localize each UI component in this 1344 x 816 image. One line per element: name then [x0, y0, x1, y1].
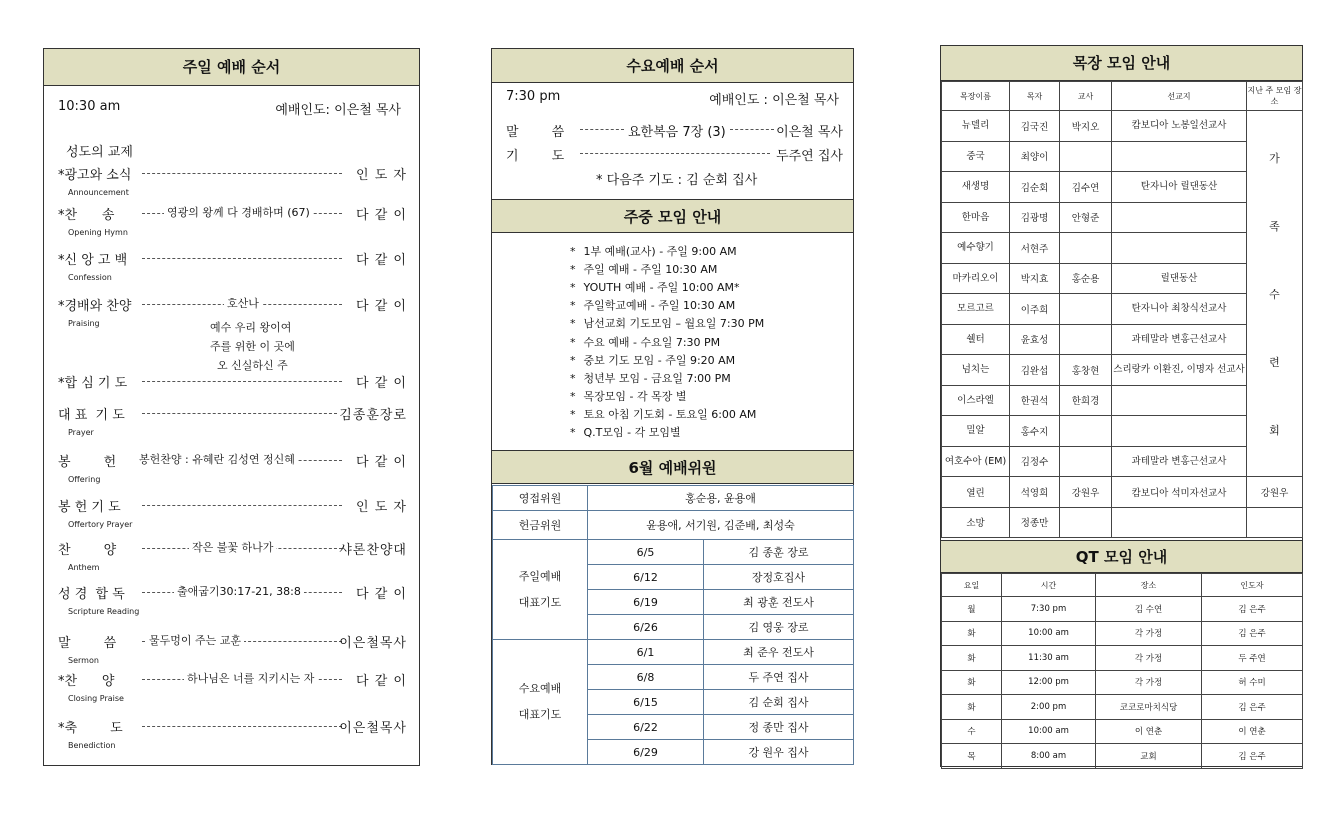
table-cell: 이스라엘 [942, 385, 1010, 416]
duty-date: 6/12 [588, 565, 704, 590]
table-cell: 7:30 pm [1002, 597, 1096, 622]
order-item-detail: 영광의 왕께 다 경배하며 (67) [164, 204, 313, 220]
sunday-service-title: 주일 예배 순서 [44, 49, 419, 86]
cell-groups-table [941, 81, 1303, 538]
table-cell: 10:00 am [1002, 621, 1096, 646]
order-item-person: 다 같 이 [356, 455, 407, 470]
table-cell: 홍순용 [1060, 263, 1112, 294]
weekly-meeting-text: YOUTH 예배 - 주일 10:00 AM* [583, 281, 740, 295]
table-row [942, 111, 1303, 142]
wed-prayer-leader [580, 153, 770, 154]
june-duty-title: 6월 예배위원 [492, 450, 853, 484]
order-item-person: 다 같 이 [356, 299, 407, 314]
sunday-leader: 예배인도: 이은철 목사 [275, 103, 401, 118]
table-cell: 새생명 [942, 172, 1010, 203]
table-cell: 화 [942, 646, 1002, 671]
table-cell: 한권석 [1010, 385, 1060, 416]
wed-prayer-duty-label [493, 640, 588, 765]
order-item-name: 성 경 합 독 [58, 587, 125, 602]
order-item [44, 539, 421, 559]
duty-date: 6/8 [588, 665, 704, 690]
column-header: 선교지 [1112, 82, 1247, 111]
table-cell [1060, 446, 1112, 477]
weekly-meeting-item [570, 388, 686, 404]
meeting-place-cell [1247, 111, 1303, 477]
table-row [942, 646, 1303, 671]
order-item-english: Anthem [68, 563, 100, 572]
table-cell: 윤효성 [1010, 324, 1060, 355]
order-item-detail: 호산나 [224, 295, 262, 311]
table-cell: 김정수 [1010, 446, 1060, 477]
duty-name: 강 원우 집사 [704, 740, 854, 765]
table-cell: 한마음 [942, 202, 1010, 233]
wednesday-service-title: 수요예배 순서 [492, 49, 853, 83]
table-cell: 11:30 am [1002, 646, 1096, 671]
weekly-meeting-item [570, 279, 740, 295]
table-row [942, 477, 1303, 508]
order-item-name: 말 씀 [58, 636, 117, 651]
wed-sermon-leader-1 [580, 129, 624, 130]
middle-panel [491, 48, 854, 765]
bullet-icon: * [570, 263, 576, 277]
dotted-leader [142, 381, 342, 382]
column-header: 교사 [1060, 82, 1112, 111]
table-cell: 과테말라 변홍근선교사 [1112, 446, 1247, 477]
table-cell: 박지효 [1010, 263, 1060, 294]
table-cell: 소망 [942, 507, 1010, 538]
sunday-service-panel [43, 48, 420, 766]
order-item-person: 샤론찬양대 [339, 543, 407, 558]
column-header: 인도자 [1202, 574, 1303, 597]
table-cell: 넘치는 [942, 355, 1010, 386]
table-cell: 석영희 [1010, 477, 1060, 508]
weekly-meeting-text: 남선교회 기도모임 – 월요일 7:30 PM [583, 317, 765, 331]
meeting-place-char: 회 [1269, 423, 1280, 437]
duty-date: 6/22 [588, 715, 704, 740]
greeting-members: 홍순용, 윤용애 [588, 486, 854, 511]
table-cell: 최양이 [1010, 141, 1060, 172]
weekly-meeting-text: 청년부 모임 - 금요일 7:00 PM [583, 371, 731, 385]
order-item-name: *찬 양 [58, 674, 115, 689]
table-cell: 각 가정 [1096, 621, 1202, 646]
bullet-icon: * [570, 371, 576, 385]
table-cell: 8:00 am [1002, 744, 1096, 769]
duty-name: 최 준우 전도사 [704, 640, 854, 665]
meeting-place-char: 련 [1269, 355, 1280, 369]
order-item [44, 583, 421, 603]
order-item-person: 다 같 이 [356, 674, 407, 689]
order-item-name: *경배와 찬양 [58, 299, 132, 314]
bullet-icon: * [570, 426, 576, 439]
table-cell: 캄보디아 노봉일선교사 [1112, 111, 1247, 142]
duty-name: 김 순회 집사 [704, 690, 854, 715]
column-header: 지난 주 모임 장소 [1247, 82, 1303, 111]
order-item [44, 717, 421, 737]
wed-prayer-duty-label-1: 수요예배 [518, 682, 562, 695]
table-row [493, 511, 854, 540]
order-item-person: 다 같 이 [356, 253, 407, 268]
table-cell: 김광명 [1010, 202, 1060, 233]
table-cell [1247, 507, 1303, 538]
table-cell: 화 [942, 621, 1002, 646]
weekly-meeting-text: Q.T모임 - 각 모임별 [583, 426, 681, 439]
order-item [44, 295, 421, 315]
order-item-name: *합 심 기 도 [58, 376, 128, 391]
wed-sermon-leader-2 [730, 129, 774, 130]
table-cell: 릴댄동산 [1112, 263, 1247, 294]
table-cell: 김 수연 [1096, 597, 1202, 622]
dotted-leader [142, 505, 342, 506]
table-cell: 탄자니아 릴댄동산 [1112, 172, 1247, 203]
order-item-person: 인 도 자 [356, 168, 407, 183]
table-cell: 박지오 [1060, 111, 1112, 142]
order-item-english: Scripture Reading [68, 607, 140, 616]
column-header: 요일 [942, 574, 1002, 597]
table-cell: 코코로마치식당 [1096, 695, 1202, 720]
order-item [44, 164, 421, 184]
order-item-name: 찬 양 [58, 543, 117, 558]
table-cell: 수 [942, 719, 1002, 744]
order-item [44, 670, 421, 690]
table-cell: 김국진 [1010, 111, 1060, 142]
order-item-english: Announcement [68, 188, 129, 197]
order-item-name: 대 표 기 도 [58, 408, 125, 423]
wed-prayer-label: 기 도 [506, 149, 565, 164]
weekly-meeting-text: 주일학교예배 - 주일 10:30 AM [583, 299, 736, 313]
weekly-meeting-item [570, 243, 737, 259]
order-item-english: Sermon [68, 656, 99, 665]
table-header-row [942, 574, 1303, 597]
bullet-icon: * [570, 353, 576, 367]
dotted-leader [142, 258, 342, 259]
wed-sermon-preacher: 이은철 목사 [776, 125, 843, 140]
table-cell: 예수향기 [942, 233, 1010, 264]
order-item-person: 인 도 자 [356, 500, 407, 515]
order-item-english: Confession [68, 273, 112, 282]
table-cell: 이 연춘 [1096, 719, 1202, 744]
table-cell: 안형준 [1060, 202, 1112, 233]
order-item-person: 다 같 이 [356, 208, 407, 223]
table-row [942, 507, 1303, 538]
order-item [44, 404, 421, 424]
order-item [44, 372, 421, 392]
dotted-leader [142, 413, 337, 414]
table-cell: 서현주 [1010, 233, 1060, 264]
table-cell: 김 은주 [1202, 695, 1303, 720]
table-cell [1060, 294, 1112, 325]
order-item-english: Opening Hymn [68, 228, 128, 237]
table-row [942, 597, 1303, 622]
table-cell: 김 은주 [1202, 597, 1303, 622]
table-cell: 강원우 [1247, 477, 1303, 508]
bullet-icon: * [570, 299, 576, 313]
table-cell: 여호수아 (EM) [942, 446, 1010, 477]
qt-table [941, 573, 1303, 769]
table-cell: 김수연 [1060, 172, 1112, 203]
dotted-leader [142, 173, 342, 174]
table-row [942, 695, 1303, 720]
table-cell: 밀알 [942, 416, 1010, 447]
order-item-english: Closing Praise [68, 694, 124, 703]
wed-prayer-duty-label-2: 대표기도 [518, 708, 562, 721]
table-cell: 탄자니아 최창식선교사 [1112, 294, 1247, 325]
sunday-prayer-label [493, 540, 588, 640]
wed-prayer-person: 두주연 집사 [776, 149, 843, 164]
cell-groups-title: 목장 모임 안내 [941, 46, 1302, 81]
table-cell: 쉘터 [942, 324, 1010, 355]
order-item-detail: 봉헌찬양 : 유혜란 김성연 정신혜 [136, 451, 298, 467]
table-cell: 목 [942, 744, 1002, 769]
table-row [493, 486, 854, 511]
weekly-meeting-text: 토요 아침 기도회 - 토요일 6:00 AM [583, 407, 757, 421]
table-cell [1112, 141, 1247, 172]
table-cell: 각 가정 [1096, 646, 1202, 671]
table-cell: 정종만 [1010, 507, 1060, 538]
right-panel [940, 45, 1303, 767]
duty-date: 6/29 [588, 740, 704, 765]
order-item-name: 봉 헌 [58, 455, 117, 470]
table-cell: 이주희 [1010, 294, 1060, 325]
sunday-prayer-label-1: 주일예배 [518, 569, 562, 583]
table-cell: 한희경 [1060, 385, 1112, 416]
next-week-prayer: * 다음주 기도 : 김 순회 집사 [596, 173, 758, 188]
weekly-meeting-item [570, 352, 735, 368]
bullet-icon: * [570, 281, 576, 295]
bullet-icon: * [570, 407, 576, 421]
table-cell: 김순회 [1010, 172, 1060, 203]
table-cell [1060, 324, 1112, 355]
praise-song-2: 주를 위한 이 곳에 [210, 340, 295, 353]
table-cell [1112, 507, 1247, 538]
table-cell: 캄보디아 석미자선교사 [1112, 477, 1247, 508]
table-cell: 2:00 pm [1002, 695, 1096, 720]
table-cell: 김 은주 [1202, 621, 1303, 646]
order-item-english: Praising [68, 319, 100, 328]
order-item-english: Benediction [68, 741, 116, 750]
table-row [942, 744, 1303, 769]
duty-name: 최 광훈 전도사 [704, 590, 854, 615]
dotted-leader [142, 726, 342, 727]
weekly-meeting-text: 중보 기도 모임 - 주일 9:20 AM [583, 353, 736, 367]
table-cell: 화 [942, 695, 1002, 720]
weekly-meeting-item [570, 424, 681, 440]
meeting-place-char: 가 [1269, 151, 1280, 165]
order-item-person: 이은철목사 [339, 721, 407, 736]
table-cell: 마카리오이 [942, 263, 1010, 294]
table-cell: 10:00 am [1002, 719, 1096, 744]
bullet-icon: * [570, 335, 576, 349]
duty-name: 김 영웅 장로 [704, 615, 854, 640]
meeting-place-char: 족 [1269, 219, 1280, 233]
duty-name: 두 주연 집사 [704, 665, 854, 690]
table-cell: 홍창현 [1060, 355, 1112, 386]
order-item-person: 이은철목사 [339, 636, 407, 651]
table-cell: 중국 [942, 141, 1010, 172]
order-item-name: *광고와 소식 [58, 168, 132, 183]
table-header-row [942, 82, 1303, 111]
table-row [493, 540, 854, 565]
order-item-detail: 물두멍이 주는 교훈 [146, 632, 244, 648]
wed-sermon-label: 말 씀 [506, 125, 565, 140]
sunday-time: 10:30 am [58, 99, 121, 114]
order-item-english: Prayer [68, 428, 94, 437]
wednesday-leader: 예배인도 : 이은철 목사 [709, 93, 839, 108]
table-cell [1060, 507, 1112, 538]
weekly-meeting-item [570, 370, 731, 386]
column-header: 시간 [1002, 574, 1096, 597]
offering-label: 헌금위원 [493, 511, 588, 540]
table-cell: 두 주연 [1202, 646, 1303, 671]
duty-name: 김 종훈 장로 [704, 540, 854, 565]
duty-date: 6/19 [588, 590, 704, 615]
order-item [44, 204, 421, 224]
table-cell: 12:00 pm [1002, 670, 1096, 695]
greeting-label: 영접위원 [493, 486, 588, 511]
table-cell: 김완섭 [1010, 355, 1060, 386]
order-item-person: 다 같 이 [356, 376, 407, 391]
duty-name: 정 종만 집사 [704, 715, 854, 740]
order-item-name: 봉 헌 기 도 [58, 500, 121, 515]
order-item-person: 다 같 이 [356, 587, 407, 602]
table-cell [1112, 385, 1247, 416]
weekly-meeting-item [570, 261, 717, 277]
table-row [942, 670, 1303, 695]
column-header: 목장이름 [942, 82, 1010, 111]
wed-sermon-text: 요한복음 7장 (3) [628, 125, 726, 140]
table-cell: 이 연춘 [1202, 719, 1303, 744]
weekly-meetings-title: 주중 모임 안내 [492, 199, 853, 233]
table-cell [1112, 202, 1247, 233]
praise-song-1: 예수 우리 왕이여 [210, 321, 292, 334]
table-cell: 홍수지 [1010, 416, 1060, 447]
table-cell [1060, 233, 1112, 264]
weekly-meeting-item [570, 334, 720, 350]
weekly-meeting-item [570, 315, 764, 331]
table-cell: 과테말라 변홍근선교사 [1112, 324, 1247, 355]
order-item-name: *찬 송 [58, 208, 115, 223]
table-cell: 화 [942, 670, 1002, 695]
bullet-icon: * [570, 245, 576, 258]
duty-date: 6/5 [588, 540, 704, 565]
table-cell: 뉴델리 [942, 111, 1010, 142]
table-cell: 허 수미 [1202, 670, 1303, 695]
meeting-place-char: 수 [1269, 287, 1280, 301]
order-item [44, 496, 421, 516]
order-item [44, 451, 421, 471]
table-cell [1060, 141, 1112, 172]
offering-members: 윤용애, 서기원, 김준배, 최성숙 [588, 511, 854, 540]
order-item-english: Offertory Prayer [68, 520, 133, 529]
duty-name: 장정호집사 [704, 565, 854, 590]
table-cell: 월 [942, 597, 1002, 622]
order-item-name: *신 앙 고 백 [58, 253, 128, 268]
duty-date: 6/1 [588, 640, 704, 665]
duty-date: 6/26 [588, 615, 704, 640]
order-item-english: Offering [68, 475, 101, 484]
order-item [44, 249, 421, 269]
table-cell [1112, 416, 1247, 447]
table-cell: 강원우 [1060, 477, 1112, 508]
duty-date: 6/15 [588, 690, 704, 715]
order-item-name: *축 도 [58, 721, 123, 736]
order-item-detail: 하나님은 너를 지키시는 자 [184, 670, 317, 686]
qt-title: QT 모임 안내 [941, 540, 1302, 573]
bullet-icon: * [570, 389, 576, 403]
weekly-meeting-text: 수요 예배 - 수요일 7:30 PM [583, 335, 721, 349]
weekly-meeting-item [570, 297, 735, 313]
table-cell: 김 은주 [1202, 744, 1303, 769]
table-cell [1112, 233, 1247, 264]
table-row [493, 640, 854, 665]
opening-fellowship: 성도의 교제 [66, 145, 133, 160]
sunday-prayer-label-2: 대표기도 [518, 595, 562, 609]
order-item-detail: 작은 불꽃 하나가 [189, 539, 276, 555]
weekly-meeting-text: 목장모임 - 각 목장 별 [583, 389, 687, 403]
praise-song-3: 오 신실하신 주 [217, 359, 288, 372]
table-cell: 각 가정 [1096, 670, 1202, 695]
table-cell: 열린 [942, 477, 1010, 508]
duty-table [492, 485, 854, 765]
column-header: 목자 [1010, 82, 1060, 111]
table-row [942, 621, 1303, 646]
table-cell: 모르고르 [942, 294, 1010, 325]
weekly-meeting-text: 주일 예배 - 주일 10:30 AM [583, 263, 718, 277]
bullet-icon: * [570, 317, 576, 331]
table-row [942, 719, 1303, 744]
order-item-person: 김종훈장로 [339, 408, 407, 423]
order-item-detail: 출애굽기30:17-21, 38:8 [174, 583, 304, 599]
weekly-meeting-text: 1부 예배(교사) - 주일 9:00 AM [583, 245, 737, 258]
wednesday-time: 7:30 pm [506, 89, 561, 104]
column-header: 장소 [1096, 574, 1202, 597]
order-item [44, 632, 421, 652]
table-cell: 스리랑카 이환진, 이명자 선교사 [1112, 355, 1247, 386]
table-cell [1060, 416, 1112, 447]
table-cell: 교회 [1096, 744, 1202, 769]
weekly-meeting-item [570, 406, 756, 422]
